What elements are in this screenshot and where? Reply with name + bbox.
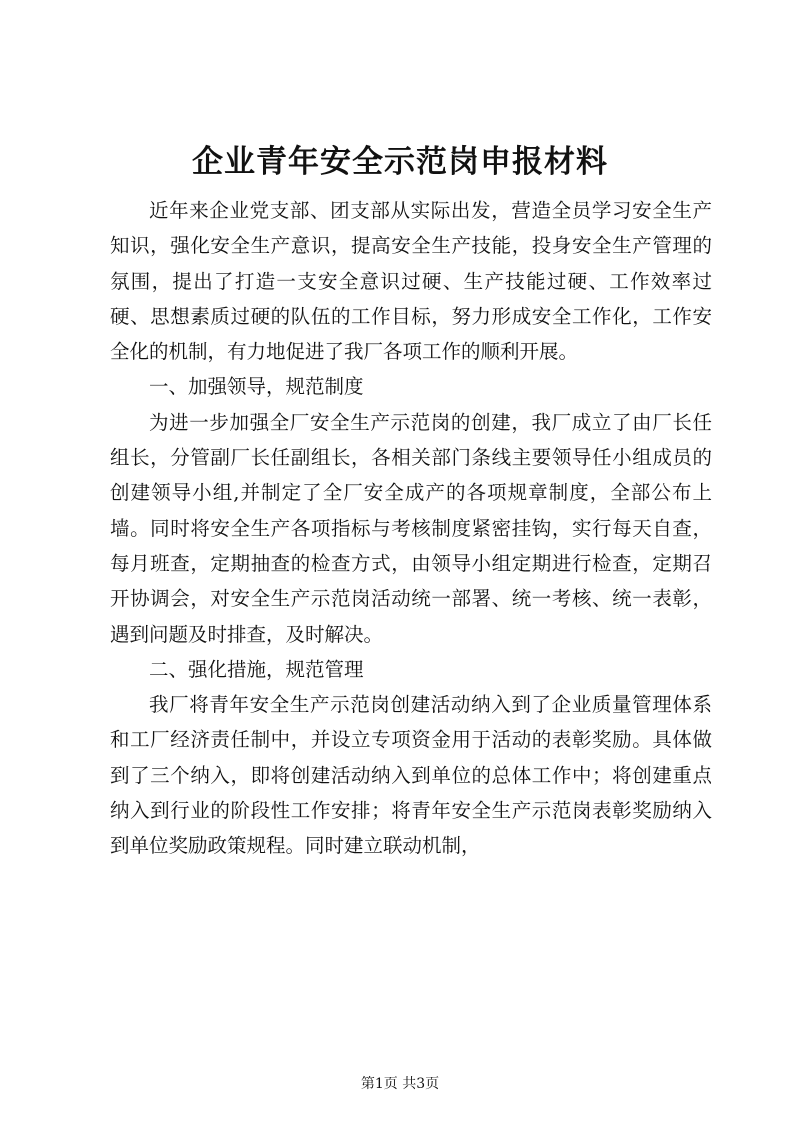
section-2-paragraph: 我厂将青年安全生产示范岗创建活动纳入到了企业质量管理体系和工厂经济责任制中，并设立专项资金用于活动的表彰奖励。具体做到了三个纳入，即将创建活动纳入到单位的总体工作中；将创建重点纳入到行业的阶段性工作安排；将青年安全生产示范岗表彰奖励纳入到单位奖励政策规程。同时建立联动机制，: [110, 693, 712, 858]
intro-paragraph: 近年来企业党支部、团支部从实际出发，营造全员学习安全生产知识，强化安全生产意识，提高安全生产技能，投身安全生产管理的氛围，提出了打造一支安全意识过硬、生产技能过硬、工作效率过硬、思想素质过硬的队伍的工作目标，努力形成安全工作化，工作安全化的机制，有力地促进了我厂各项工作的顺利开展。: [110, 199, 712, 364]
section-1-paragraph: 为进一步加强全厂安全生产示范岗的创建，我厂成立了由厂长任组长，分管副厂长任副组长，各相关部门条线主要领导任小组成员的创建领导小组,并制定了全厂安全成产的各项规章制度，全部公布上墙。同时将安全生产各项指标与考核制度紧密挂钩，实行每天自查，每月班查，定期抽查的检查方式，由领导小组定期进行检查，定期召开协调会，对安全生产示范岗活动统一部署、统一考核、统一表彰，遇到问题及时排查，及时解决。: [110, 410, 712, 646]
section-heading-2: 二、强化措施，规范管理: [149, 657, 364, 681]
document-title: 企业青年安全示范岗申报材料: [192, 144, 608, 180]
document-body: [110, 193, 712, 864]
section-heading-1: 一、加强领导，规范制度: [149, 375, 364, 399]
page-footer: 第1页 共3页: [360, 1076, 440, 1092]
